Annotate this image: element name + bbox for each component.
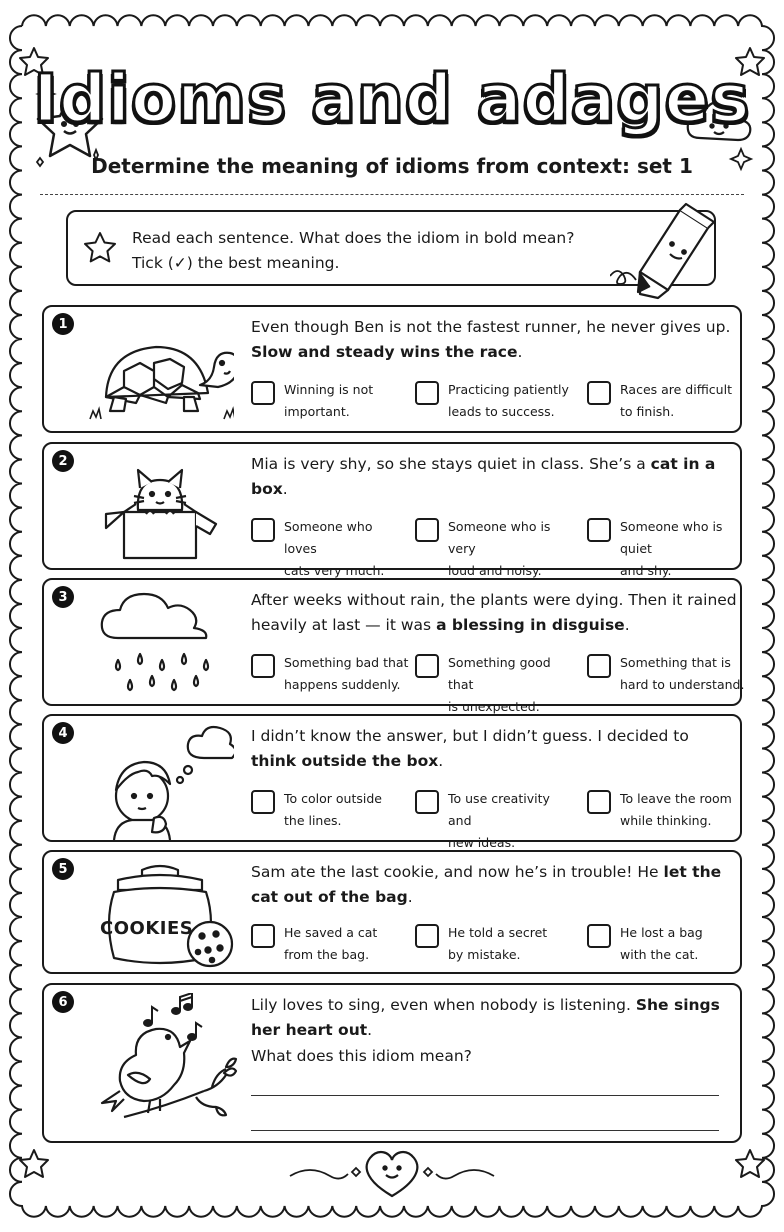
checkbox[interactable] <box>587 518 611 542</box>
question-sentence: Lily loves to sing, even when nobody is listening. She sings her heart out. <box>251 996 720 1039</box>
question-sentence: Sam ate the last cookie, and now he’s in trouble! He let the cat out of the bag. <box>251 863 722 906</box>
question-number: 2 <box>52 450 74 472</box>
question-sentence: Mia is very shy, so she stays quiet in class. She’s a cat in a box. <box>251 455 716 498</box>
page-title: Idioms and adages <box>33 60 751 137</box>
checkbox[interactable] <box>251 654 275 678</box>
question-sentence: After weeks without rain, the plants were dying. Then it rained heavily at last — it was a blessing in disguise. <box>251 591 737 634</box>
question-card-4: 4 I didn’t know the answer, but I didn’t guess. I decided to think outside the box. To color outside the lines. To use creativity and new ideas. To leave the room while thinking. <box>42 714 742 842</box>
checkbox[interactable] <box>415 518 439 542</box>
question-number: 6 <box>52 991 74 1013</box>
heart-icon <box>367 1152 418 1196</box>
checkbox[interactable] <box>415 924 439 948</box>
answer-writing-line[interactable] <box>251 1095 719 1096</box>
star-icon <box>20 1150 48 1177</box>
question-card-3: 3 After weeks without rain, the plants were dying. Then it rained heavily at last — it was a blessing in disguise. Something bad that happens suddenly. Something good that is unexpected. Something that is hard to understand. <box>42 578 742 706</box>
question-number: 3 <box>52 586 74 608</box>
question-card-2: 2 Mia is very shy, so she stays quiet in class. She’s a cat in a box. Someone who loves cats very much. Someone who is very loud and noisy. Someone who is quiet and shy. <box>42 442 742 570</box>
checkbox[interactable] <box>251 790 275 814</box>
thinking-boy-icon <box>84 724 234 840</box>
answer-writing-line[interactable] <box>251 1130 719 1131</box>
instructions-line-2: Tick (✓) the best meaning. <box>132 254 340 272</box>
question-number: 4 <box>52 722 74 744</box>
divider <box>40 194 744 195</box>
question-sentence: Even though Ben is not the fastest runner, he never gives up. Slow and steady wins the race. <box>251 318 731 361</box>
page-subtitle: Determine the meaning of idioms from context: set 1 <box>91 154 693 178</box>
rain-cloud-icon <box>84 588 234 700</box>
star-icon <box>82 230 118 266</box>
checkbox[interactable] <box>251 518 275 542</box>
idiom-text: let the cat out of the bag <box>251 863 722 906</box>
question-number: 5 <box>52 858 74 880</box>
singing-bird-icon <box>84 993 244 1139</box>
idiom-text: Slow and steady wins the race <box>251 343 518 361</box>
checkbox[interactable] <box>415 790 439 814</box>
checkbox[interactable] <box>251 924 275 948</box>
idiom-text: think outside the box <box>251 752 439 770</box>
jar-icon <box>84 860 234 970</box>
checkbox[interactable] <box>587 381 611 405</box>
idiom-text: She sings her heart out <box>251 996 720 1039</box>
pencil-icon <box>610 202 730 302</box>
question-card-5: 5 COOKIES Sam ate the last cookie, and now he’s in trouble! He let the cat out of the bag. He saved a cat from the bag. He told a secret by mistake. He lost a bag with the cat. <box>42 850 742 974</box>
cookie-jar-icon <box>84 860 234 970</box>
checkbox[interactable] <box>587 654 611 678</box>
checkbox[interactable] <box>587 924 611 948</box>
turtle-icon <box>84 315 234 427</box>
question-sentence: I didn’t know the answer, but I didn’t guess. I decided to think outside the box. <box>251 727 689 770</box>
idiom-text: cat in a box <box>251 455 716 498</box>
checkbox[interactable] <box>587 790 611 814</box>
checkbox[interactable] <box>415 381 439 405</box>
question-number: 1 <box>52 313 74 335</box>
instructions-line-1: Read each sentence. What does the idiom in bold mean? <box>132 229 575 247</box>
checkbox[interactable] <box>415 654 439 678</box>
open-question-prompt: What does this idiom mean? <box>251 1047 472 1065</box>
checkbox[interactable] <box>251 381 275 405</box>
jar-label: COOKIES <box>100 918 194 939</box>
question-card-1: 1 Even though Ben is not the fastest runner, he never gives up. Slow and steady wins the race. Winning is not important. Practicing patiently leads to success. Races are difficult to finish. <box>42 305 742 433</box>
question-card-6 <box>42 983 742 1143</box>
idiom-text: a blessing in disguise <box>436 616 625 634</box>
star-icon <box>736 1150 764 1177</box>
cat-in-box-icon <box>84 452 234 564</box>
